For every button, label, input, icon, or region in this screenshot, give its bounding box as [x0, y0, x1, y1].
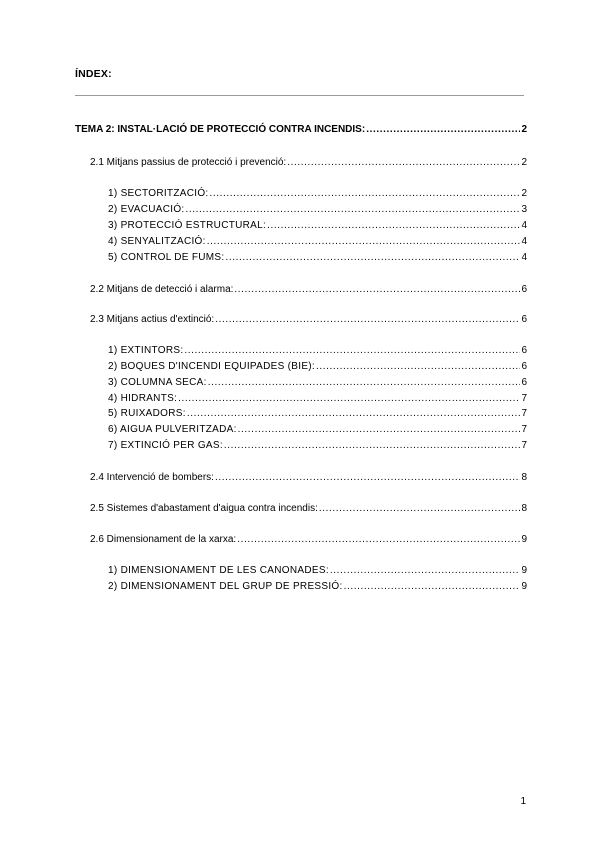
toc-entry-label: 2.2 Mitjans de detecció i alarma: — [90, 284, 234, 295]
toc-leader-dots — [207, 235, 521, 249]
toc-entry-label: 4) HIDRANTS: — [108, 393, 178, 404]
toc-entry-label: 2) BOQUES D'INCENDI EQUIPADES (BIE): — [108, 361, 316, 372]
toc-leader-dots — [319, 502, 521, 516]
toc-entry-ruixadors[interactable] — [108, 407, 527, 421]
toc-leader-dots — [366, 123, 520, 137]
toc-leader-dots — [234, 283, 520, 297]
toc-entry-dimensionament-canonades[interactable] — [108, 564, 527, 578]
toc-leader-dots — [215, 471, 520, 485]
toc-entry-label: TEMA 2: INSTAL·LACIÓ DE PROTECCIÓ CONTRA INCENDIS: — [75, 124, 366, 135]
toc-entry-page: 4 — [521, 236, 527, 247]
toc-entry-label: 3) COLUMNA SECA: — [108, 377, 207, 388]
toc-entry-label: 2.1 Mitjans passius de protecció i prevenció: — [90, 157, 287, 168]
toc-entry-proteccio-estructural[interactable] — [108, 219, 527, 233]
toc-entry-page: 6 — [521, 345, 527, 356]
toc-entry-page: 7 — [521, 408, 527, 419]
toc-entry-label: 1) DIMENSIONAMENT DE LES CANONADES: — [108, 565, 329, 576]
toc-leader-dots — [224, 439, 521, 453]
toc-entry-bie[interactable] — [108, 360, 527, 374]
toc-leader-dots — [344, 580, 521, 594]
toc-entry-page: 2 — [521, 157, 527, 168]
toc-entry-page: 6 — [521, 284, 527, 295]
toc-entry-aigua-pulveritzada[interactable] — [108, 423, 527, 437]
toc-entry-page: 7 — [521, 424, 527, 435]
toc-entry-2-3[interactable] — [90, 313, 527, 327]
toc-entry-2-4[interactable] — [90, 471, 527, 485]
toc-leader-dots — [238, 423, 521, 437]
toc-entry-label: 2.6 Dimensionament de la xarxa: — [90, 534, 237, 545]
toc-entry-label: 5) CONTROL DE FUMS: — [108, 252, 225, 263]
toc-entry-evacuacio[interactable] — [108, 203, 527, 217]
toc-leader-dots — [186, 203, 521, 217]
toc-entry-page: 9 — [521, 534, 527, 545]
toc-entry-page: 6 — [521, 314, 527, 325]
toc-entry-control-de-fums[interactable] — [108, 251, 527, 265]
toc-entry-label: 1) SECTORITZACIÓ: — [108, 188, 209, 199]
toc-entry-page: 9 — [521, 581, 527, 592]
toc-leader-dots — [187, 407, 521, 421]
toc-entry-page: 9 — [521, 565, 527, 576]
index-heading: ÍNDEX: — [75, 68, 112, 80]
toc-entry-2-5[interactable] — [90, 502, 527, 516]
toc-leader-dots — [209, 187, 520, 201]
toc-entry-page: 6 — [521, 377, 527, 388]
toc-entry-label: 4) SENYALITZACIÓ: — [108, 236, 206, 247]
toc-entry-extintors[interactable] — [108, 344, 527, 358]
toc-entry-label: 2) DIMENSIONAMENT DEL GRUP DE PRESSIÓ: — [108, 581, 343, 592]
toc-entry-columna-seca[interactable] — [108, 376, 527, 390]
toc-entry-page: 7 — [521, 393, 527, 404]
toc-entry-label: 2.3 Mitjans actius d'extinció: — [90, 314, 215, 325]
toc-entry-label: 2) EVACUACIÓ: — [108, 204, 185, 215]
toc-entry-senyalitzacio[interactable] — [108, 235, 527, 249]
toc-leader-dots — [267, 219, 520, 233]
toc-leader-dots — [208, 376, 521, 390]
toc-entry-tema-2[interactable] — [75, 123, 527, 137]
toc-leader-dots — [178, 392, 520, 406]
toc-leader-dots — [237, 533, 520, 547]
toc-entry-2-1[interactable] — [90, 156, 527, 170]
toc-entry-dimensionament-grup-pressio[interactable] — [108, 580, 527, 594]
toc-entry-page: 6 — [521, 361, 527, 372]
page-number: 1 — [520, 796, 526, 807]
toc-leader-dots — [184, 344, 520, 358]
toc-leader-dots — [225, 251, 520, 265]
toc-leader-dots — [287, 156, 520, 170]
toc-entry-label: 2.5 Sistemes d'abastament d'aigua contra incendis: — [90, 503, 318, 514]
toc-leader-dots — [316, 360, 520, 374]
toc-entry-page: 7 — [521, 440, 527, 451]
toc-entry-page: 2 — [521, 124, 527, 135]
toc-leader-dots — [215, 313, 520, 327]
toc-entry-label: 1) EXTINTORS: — [108, 345, 184, 356]
toc-entry-extincio-per-gas[interactable] — [108, 439, 527, 453]
toc-entry-sectoritzacio[interactable] — [108, 187, 527, 201]
toc-entry-label: 3) PROTECCIÓ ESTRUCTURAL: — [108, 220, 267, 231]
toc-entry-hidrants[interactable] — [108, 392, 527, 406]
toc-entry-label: 2.4 Intervenció de bombers: — [90, 472, 214, 483]
toc-entry-label: 5) RUIXADORS: — [108, 408, 186, 419]
toc-entry-page: 4 — [521, 252, 527, 263]
toc-entry-label: 6) AIGUA PULVERITZADA: — [108, 424, 237, 435]
toc-entry-2-2[interactable] — [90, 283, 527, 297]
toc-entry-page: 2 — [521, 188, 527, 199]
toc-entry-2-6[interactable] — [90, 533, 527, 547]
toc-entry-label: 7) EXTINCIÓ PER GAS: — [108, 440, 223, 451]
toc-entry-page: 8 — [521, 472, 527, 483]
toc-leader-dots — [330, 564, 521, 578]
toc-entry-page: 3 — [521, 204, 527, 215]
toc-entry-page: 8 — [521, 503, 527, 514]
toc-entry-page: 4 — [521, 220, 527, 231]
